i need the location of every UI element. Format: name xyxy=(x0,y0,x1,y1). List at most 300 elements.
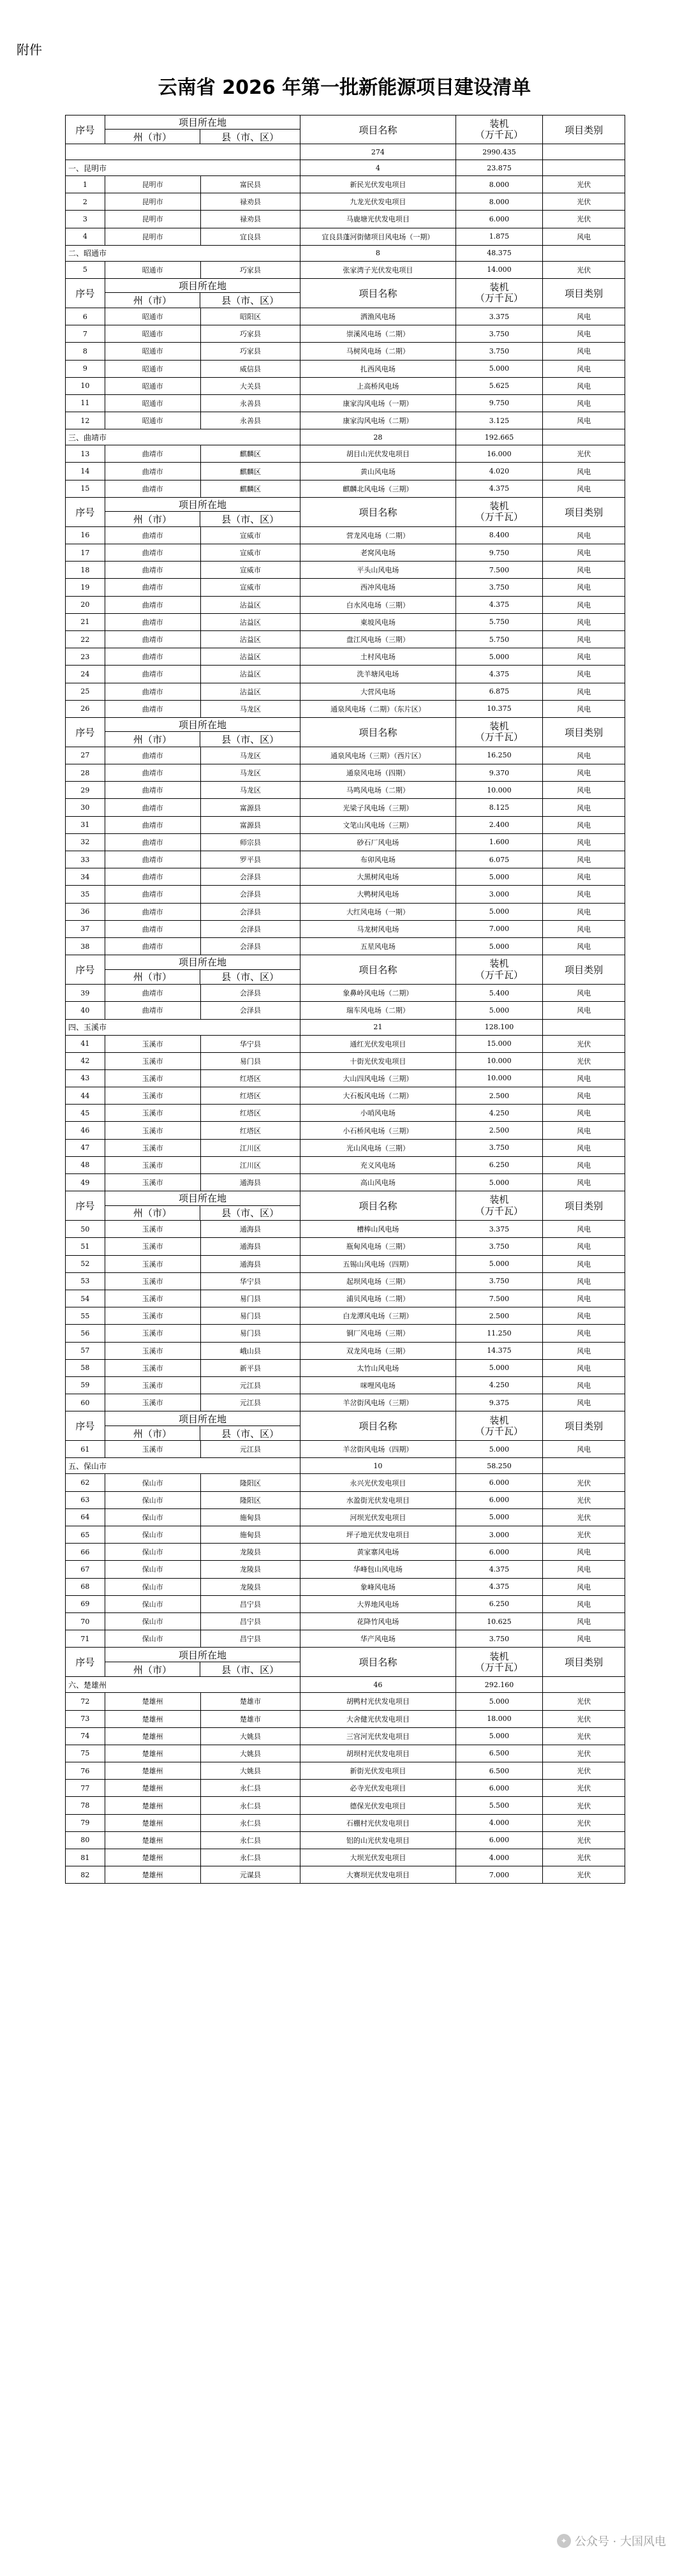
row-prefecture: 曲靖市 xyxy=(105,868,201,885)
section-count: 28 xyxy=(300,429,456,445)
row-category: 光伏 xyxy=(577,198,591,207)
row-project-name: 马鸣风电场（二期） xyxy=(300,782,456,798)
header-category: 项目类别 xyxy=(565,124,604,136)
row-county: 宣威市 xyxy=(201,562,301,578)
table-row xyxy=(65,1238,625,1255)
row-county: 宜良县 xyxy=(201,228,301,245)
row-capacity: 10.625 xyxy=(456,1613,544,1630)
row-county: 元江县 xyxy=(201,1377,301,1394)
row-seq: 7 xyxy=(66,325,105,342)
row-project-name: 光山风电场（三期） xyxy=(300,1140,456,1156)
header-name: 项目名称 xyxy=(300,718,456,747)
table-row xyxy=(65,886,625,903)
row-category: 风电 xyxy=(577,618,591,627)
row-prefecture: 曲靖市 xyxy=(105,614,201,630)
row-prefecture: 玉溪市 xyxy=(105,1394,201,1411)
table-row xyxy=(65,1711,625,1728)
row-category: 风电 xyxy=(577,1582,591,1591)
table-row xyxy=(65,1036,625,1053)
table-row xyxy=(65,985,625,1002)
row-prefecture: 保山市 xyxy=(105,1544,201,1560)
row-project-name: 大山四风电场（三期） xyxy=(300,1070,456,1087)
table-row xyxy=(65,1002,625,1019)
row-category: 风电 xyxy=(577,531,591,540)
row-seq: 9 xyxy=(66,361,105,377)
row-category: 风电 xyxy=(577,1600,591,1609)
row-prefecture: 曲靖市 xyxy=(105,480,201,497)
row-county: 永仁县 xyxy=(201,1780,301,1796)
row-county: 华宁县 xyxy=(201,1036,301,1052)
row-category: 风电 xyxy=(577,942,591,951)
row-capacity: 6.000 xyxy=(456,1544,544,1560)
row-seq: 6 xyxy=(66,308,105,325)
row-prefecture: 玉溪市 xyxy=(105,1290,201,1307)
row-seq: 34 xyxy=(66,868,105,885)
row-capacity: 3.000 xyxy=(456,886,544,902)
row-project-name: 洗羊塘风电场 xyxy=(300,666,456,682)
row-county: 通海县 xyxy=(201,1174,301,1191)
table-row xyxy=(65,782,625,799)
table-row xyxy=(65,1693,625,1710)
row-category: 风电 xyxy=(577,769,591,778)
row-seq: 62 xyxy=(66,1474,105,1491)
row-project-name: 十街光伏发电项目 xyxy=(300,1053,456,1069)
row-capacity: 3.000 xyxy=(456,1526,544,1543)
row-prefecture: 昆明市 xyxy=(105,211,201,227)
row-capacity: 1.600 xyxy=(456,834,544,851)
row-county: 富源县 xyxy=(201,799,301,815)
row-seq: 53 xyxy=(66,1273,105,1290)
row-capacity: 4.250 xyxy=(456,1105,544,1121)
header-prefecture: 州（市） xyxy=(105,130,200,144)
row-prefecture: 保山市 xyxy=(105,1596,201,1612)
row-project-name: 张家湾子光伏发电项目 xyxy=(300,262,456,278)
row-prefecture: 楚雄州 xyxy=(105,1711,201,1727)
row-prefecture: 昆明市 xyxy=(105,228,201,245)
row-seq: 78 xyxy=(66,1797,105,1813)
row-county: 会泽县 xyxy=(201,921,301,937)
row-seq: 8 xyxy=(66,343,105,359)
section-row xyxy=(65,1020,625,1036)
section-category xyxy=(543,160,625,175)
row-prefecture: 昭通市 xyxy=(105,378,201,394)
row-prefecture: 昭通市 xyxy=(105,308,201,325)
row-capacity: 7.000 xyxy=(456,1866,544,1883)
header-name: 项目名称 xyxy=(300,1191,456,1220)
row-county: 红塔区 xyxy=(201,1087,301,1104)
row-seq: 48 xyxy=(66,1157,105,1173)
row-category: 光伏 xyxy=(577,1732,591,1741)
row-category: 风电 xyxy=(577,467,591,476)
row-category: 风电 xyxy=(577,751,591,760)
row-prefecture: 曲靖市 xyxy=(105,834,201,851)
row-category: 风电 xyxy=(577,1445,591,1454)
row-capacity: 2.500 xyxy=(456,1122,544,1138)
row-seq: 51 xyxy=(66,1238,105,1254)
row-county: 巧家县 xyxy=(201,262,301,278)
row-capacity: 6.500 xyxy=(456,1745,544,1762)
header-seq: 序号 xyxy=(66,498,105,526)
row-county: 师宗县 xyxy=(201,834,301,851)
table-row xyxy=(65,1394,625,1411)
row-capacity: 5.500 xyxy=(456,1797,544,1813)
row-capacity: 4.000 xyxy=(456,1849,544,1866)
section-count: 8 xyxy=(300,246,456,261)
row-seq: 3 xyxy=(66,211,105,227)
section-capacity: 48.375 xyxy=(456,246,544,261)
row-seq: 10 xyxy=(66,378,105,394)
row-county: 通海县 xyxy=(201,1238,301,1254)
header-location-label: 项目所在地 xyxy=(105,718,300,733)
row-county: 沾益区 xyxy=(201,648,301,665)
row-county: 会泽县 xyxy=(201,938,301,955)
row-category: 风电 xyxy=(577,417,591,426)
section-category xyxy=(543,1458,625,1473)
row-capacity: 4.020 xyxy=(456,463,544,479)
row-capacity: 3.750 xyxy=(456,1140,544,1156)
row-category: 风电 xyxy=(577,364,591,373)
row-prefecture: 楚雄州 xyxy=(105,1780,201,1796)
row-project-name: 扎西风电场 xyxy=(300,361,456,377)
table-row xyxy=(65,1256,625,1273)
table-row xyxy=(65,262,625,279)
table-row xyxy=(65,1122,625,1139)
row-seq: 27 xyxy=(66,747,105,764)
row-seq: 12 xyxy=(66,412,105,429)
table-row xyxy=(65,1561,625,1578)
row-capacity: 5.000 xyxy=(456,1256,544,1272)
row-seq: 1 xyxy=(66,176,105,193)
row-county: 元江县 xyxy=(201,1441,301,1457)
row-project-name: 胡鸭村光伏发电项目 xyxy=(300,1693,456,1709)
section-label: 二、昭通市 xyxy=(66,246,300,261)
table-row xyxy=(65,648,625,666)
row-project-name: 黄山风电场 xyxy=(300,463,456,479)
row-prefecture: 曲靖市 xyxy=(105,799,201,815)
row-category: 风电 xyxy=(577,1074,591,1083)
header-prefecture: 州（市） xyxy=(105,293,200,308)
row-county: 巧家县 xyxy=(201,343,301,359)
header-location xyxy=(105,1191,300,1220)
table-row xyxy=(65,1307,625,1325)
table-row xyxy=(65,1832,625,1849)
header-capacity: 装机 （万千瓦） xyxy=(456,115,544,144)
row-project-name: 象鼻岭风电场（二期） xyxy=(300,985,456,1001)
row-category: 风电 xyxy=(577,382,591,391)
header-category: 项目类别 xyxy=(565,1420,604,1433)
row-project-name: 布卯风电场 xyxy=(300,851,456,868)
table-row xyxy=(65,1815,625,1832)
row-county: 威信县 xyxy=(201,361,301,377)
row-seq: 54 xyxy=(66,1290,105,1307)
section-capacity: 292.160 xyxy=(456,1677,544,1692)
row-capacity: 6.250 xyxy=(456,1596,544,1612)
row-prefecture: 楚雄州 xyxy=(105,1815,201,1831)
row-category: 风电 xyxy=(577,873,591,882)
row-prefecture: 曲靖市 xyxy=(105,445,201,462)
row-prefecture: 曲靖市 xyxy=(105,1002,201,1018)
row-seq: 37 xyxy=(66,921,105,937)
row-capacity: 10.375 xyxy=(456,701,544,717)
row-project-name: 通泉风电场（三期）（西片区） xyxy=(300,747,456,764)
row-category: 风电 xyxy=(577,1161,591,1170)
table-header-row xyxy=(65,115,625,144)
table-row xyxy=(65,579,625,596)
row-project-name: 马龙树风电场 xyxy=(300,921,456,937)
row-category: 光伏 xyxy=(577,1057,591,1066)
header-category: 项目类别 xyxy=(565,1657,604,1669)
row-project-name: 大界地风电场 xyxy=(300,1596,456,1612)
row-seq: 42 xyxy=(66,1053,105,1069)
row-capacity: 9.370 xyxy=(456,764,544,781)
header-category: 项目类别 xyxy=(565,506,604,518)
row-county: 昭阳区 xyxy=(201,308,301,325)
row-prefecture: 昭通市 xyxy=(105,262,201,278)
row-county: 会泽县 xyxy=(201,886,301,902)
header-county: 县（市、区） xyxy=(221,971,279,983)
row-seq: 24 xyxy=(66,666,105,682)
table-row xyxy=(65,1360,625,1377)
row-seq: 68 xyxy=(66,1579,105,1595)
header-location-label: 项目所在地 xyxy=(105,115,300,130)
row-county: 施甸县 xyxy=(201,1509,301,1526)
row-county: 红塔区 xyxy=(201,1105,301,1121)
section-category xyxy=(543,246,625,261)
table-row xyxy=(65,1866,625,1884)
row-county: 大姚县 xyxy=(201,1728,301,1745)
section-category xyxy=(543,1677,625,1692)
row-capacity: 8.000 xyxy=(456,176,544,193)
row-seq: 32 xyxy=(66,834,105,851)
row-capacity: 10.000 xyxy=(456,782,544,798)
row-project-name: 大营风电场 xyxy=(300,683,456,700)
row-category: 风电 xyxy=(577,399,591,408)
row-seq: 30 xyxy=(66,799,105,815)
row-capacity: 2.500 xyxy=(456,1087,544,1104)
header-location-label: 项目所在地 xyxy=(105,279,300,294)
row-category: 光伏 xyxy=(577,1039,591,1048)
table-row xyxy=(65,597,625,614)
row-project-name: 宜良县蓬河街储项目风电场（一期） xyxy=(300,228,456,245)
header-location-sub xyxy=(105,293,300,308)
table-row xyxy=(65,683,625,701)
header-county: 县（市、区） xyxy=(221,1207,279,1219)
header-location-sub xyxy=(105,1662,300,1677)
header-capacity: 装机 （万千瓦） xyxy=(456,498,544,526)
section-row xyxy=(65,1677,625,1693)
row-county: 麒麟区 xyxy=(201,463,301,479)
row-county: 永仁县 xyxy=(201,1849,301,1866)
row-county: 会泽县 xyxy=(201,1002,301,1018)
table-row xyxy=(65,666,625,683)
row-seq: 58 xyxy=(66,1360,105,1376)
section-count: 4 xyxy=(300,160,456,175)
row-county: 宣威市 xyxy=(201,579,301,595)
row-seq: 25 xyxy=(66,683,105,700)
row-project-name: 浦贝风电场（二期） xyxy=(300,1290,456,1307)
row-category: 风电 xyxy=(577,1364,591,1373)
header-capacity: 装机 （万千瓦） xyxy=(456,718,544,747)
row-prefecture: 保山市 xyxy=(105,1492,201,1508)
row-county: 马龙区 xyxy=(201,764,301,781)
section-count: 46 xyxy=(300,1677,456,1692)
row-seq: 65 xyxy=(66,1526,105,1543)
row-project-name: 康家沟风电场（二期） xyxy=(300,412,456,429)
row-county: 麒麟区 xyxy=(201,480,301,497)
row-county: 通海县 xyxy=(201,1256,301,1272)
row-capacity: 10.000 xyxy=(456,1053,544,1069)
row-project-name: 東坡风电场 xyxy=(300,614,456,630)
row-project-name: 起坝风电场（三期） xyxy=(300,1273,456,1290)
row-category: 光伏 xyxy=(577,1513,591,1522)
header-prefecture: 州（市） xyxy=(105,512,200,526)
row-seq: 77 xyxy=(66,1780,105,1796)
row-prefecture: 楚雄州 xyxy=(105,1866,201,1883)
row-capacity: 6.000 xyxy=(456,1780,544,1796)
total-row xyxy=(65,144,625,160)
row-project-name: 通泉风电场（四期） xyxy=(300,764,456,781)
row-category: 风电 xyxy=(577,484,591,493)
header-county: 县（市、区） xyxy=(221,1427,279,1440)
row-category: 风电 xyxy=(577,838,591,847)
row-category: 光伏 xyxy=(577,1478,591,1487)
row-prefecture: 保山市 xyxy=(105,1526,201,1543)
row-capacity: 5.000 xyxy=(456,648,544,665)
header-location-label: 项目所在地 xyxy=(105,1648,300,1662)
section-label: 六、楚雄州 xyxy=(66,1677,300,1692)
row-county: 罗平县 xyxy=(201,851,301,868)
row-project-name: 西冲风电场 xyxy=(300,579,456,595)
row-county: 马龙区 xyxy=(201,747,301,764)
row-category: 风电 xyxy=(577,1242,591,1251)
table-row xyxy=(65,868,625,886)
row-category: 风电 xyxy=(577,1565,591,1574)
table-row xyxy=(65,1745,625,1762)
row-project-name: 德保光伏发电项目 xyxy=(300,1797,456,1813)
header-location xyxy=(105,955,300,984)
row-project-name: 大鸭树风电场 xyxy=(300,886,456,902)
row-project-name: 必寺光伏发电项目 xyxy=(300,1780,456,1796)
row-capacity: 14.375 xyxy=(456,1343,544,1359)
header-name: 项目名称 xyxy=(300,1411,456,1440)
header-location-sub xyxy=(105,130,300,144)
table-header-row xyxy=(65,718,625,747)
row-capacity: 7.500 xyxy=(456,562,544,578)
row-project-name: 双龙风电场（三期） xyxy=(300,1343,456,1359)
row-county: 马龙区 xyxy=(201,782,301,798)
row-project-name: 通红光伏发电项目 xyxy=(300,1036,456,1052)
row-category: 风电 xyxy=(577,653,591,662)
row-seq: 73 xyxy=(66,1711,105,1727)
header-name: 项目名称 xyxy=(300,498,456,526)
row-prefecture: 玉溪市 xyxy=(105,1070,201,1087)
row-project-name: 新街光伏发电项目 xyxy=(300,1762,456,1779)
table-header-row xyxy=(65,1648,625,1677)
row-capacity: 4.375 xyxy=(456,1561,544,1577)
row-category: 风电 xyxy=(577,670,591,679)
table-row xyxy=(65,764,625,782)
row-category: 风电 xyxy=(577,786,591,795)
header-category: 项目类别 xyxy=(565,287,604,299)
row-seq: 14 xyxy=(66,463,105,479)
header-capacity: 装机 （万千瓦） xyxy=(456,1191,544,1220)
row-category: 光伏 xyxy=(577,1801,591,1810)
row-capacity: 6.000 xyxy=(456,211,544,227)
table-row xyxy=(65,228,625,246)
row-capacity: 5.000 xyxy=(456,361,544,377)
row-category: 风电 xyxy=(577,313,591,322)
row-category: 风电 xyxy=(577,1143,591,1152)
row-category: 光伏 xyxy=(577,1531,591,1540)
row-category: 光伏 xyxy=(577,1697,591,1706)
table-row xyxy=(65,395,625,412)
row-capacity: 5.000 xyxy=(456,868,544,885)
row-prefecture: 玉溪市 xyxy=(105,1360,201,1376)
row-county: 易门县 xyxy=(201,1307,301,1324)
row-county: 龙陵县 xyxy=(201,1579,301,1595)
header-location xyxy=(105,1648,300,1676)
row-prefecture: 曲靖市 xyxy=(105,782,201,798)
row-county: 富民县 xyxy=(201,176,301,193)
header-name: 项目名称 xyxy=(300,115,456,144)
row-prefecture: 玉溪市 xyxy=(105,1238,201,1254)
section-row xyxy=(65,429,625,445)
header-name: 项目名称 xyxy=(300,955,456,984)
row-seq: 28 xyxy=(66,764,105,781)
row-seq: 57 xyxy=(66,1343,105,1359)
row-category: 风电 xyxy=(577,1346,591,1355)
row-category: 风电 xyxy=(577,1225,591,1234)
row-county: 楚雄市 xyxy=(201,1711,301,1727)
row-category: 风电 xyxy=(577,1277,591,1286)
table-header-row xyxy=(65,279,625,308)
row-category: 风电 xyxy=(577,636,591,644)
row-project-name: 小哨风电场 xyxy=(300,1105,456,1121)
row-capacity: 2.500 xyxy=(456,1307,544,1324)
row-county: 巧家县 xyxy=(201,325,301,342)
row-prefecture: 昆明市 xyxy=(105,193,201,210)
row-prefecture: 保山市 xyxy=(105,1630,201,1647)
row-seq: 17 xyxy=(66,544,105,561)
table-row xyxy=(65,562,625,579)
section-count: 274 xyxy=(300,144,456,160)
row-county: 施甸县 xyxy=(201,1526,301,1543)
row-prefecture: 曲靖市 xyxy=(105,666,201,682)
row-category: 风电 xyxy=(577,549,591,558)
row-capacity: 8.125 xyxy=(456,799,544,815)
row-seq: 60 xyxy=(66,1394,105,1411)
section-label: 五、保山市 xyxy=(66,1458,300,1473)
row-project-name: 新民光伏发电项目 xyxy=(300,176,456,193)
row-category: 光伏 xyxy=(577,265,591,274)
header-location-label: 项目所在地 xyxy=(105,1191,300,1206)
row-seq: 18 xyxy=(66,562,105,578)
row-county: 永仁县 xyxy=(201,1815,301,1831)
row-capacity: 5.750 xyxy=(456,631,544,648)
row-category: 风电 xyxy=(577,347,591,356)
row-seq: 82 xyxy=(66,1866,105,1883)
row-county: 沾益区 xyxy=(201,597,301,613)
row-project-name: 平头山风电场 xyxy=(300,562,456,578)
row-capacity: 1.875 xyxy=(456,228,544,245)
row-project-name: 康家沟风电场（一期） xyxy=(300,395,456,412)
row-county: 江川区 xyxy=(201,1157,301,1173)
table-row xyxy=(65,921,625,938)
header-location-label: 项目所在地 xyxy=(105,498,300,512)
row-seq: 67 xyxy=(66,1561,105,1577)
row-prefecture: 保山市 xyxy=(105,1474,201,1491)
header-category: 项目类别 xyxy=(565,1200,604,1212)
